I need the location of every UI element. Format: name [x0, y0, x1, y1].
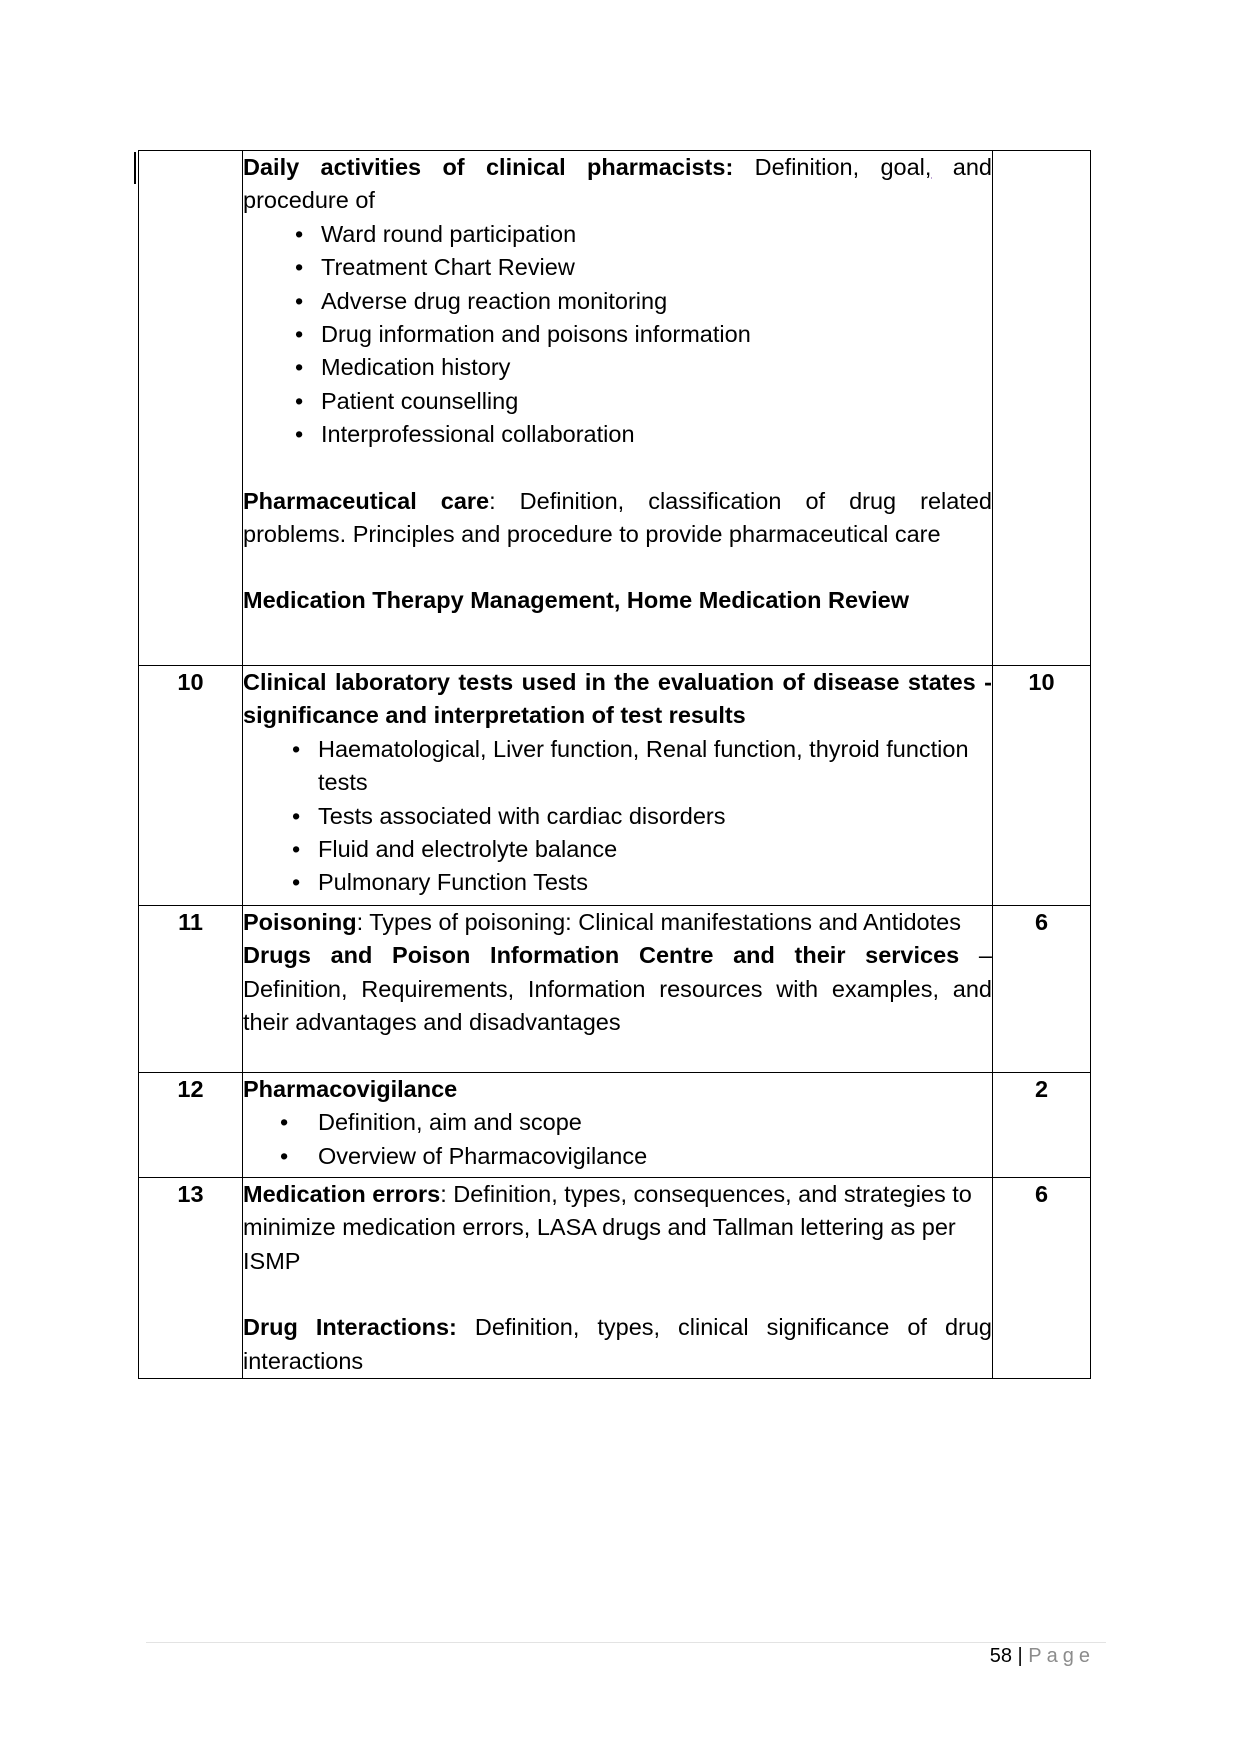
- topic-bullet-list: [243, 1106, 992, 1173]
- unit-number-cell: [139, 151, 243, 666]
- topic-cell: [243, 666, 993, 906]
- topic-cell: [243, 1073, 993, 1178]
- list-item: • Patient counselling: [321, 385, 992, 418]
- topic-heading: Drugs and Poison Information Centre and their services: [243, 942, 960, 969]
- topic-heading: Medication errors: [243, 1181, 441, 1207]
- unit-number-cell: 10: [139, 666, 243, 906]
- list-item: • Adverse drug reaction monitoring: [321, 285, 992, 318]
- table-row: [139, 1178, 1091, 1379]
- hours-cell: 6: [993, 1178, 1091, 1379]
- topic-heading: Poisoning: [243, 909, 357, 935]
- list-item: • Overview of Pharmacovigilance: [318, 1140, 992, 1173]
- topic-paragraph: Poisoning: Types of poisoning: Clinical manifestations and Antidotes: [243, 909, 961, 935]
- hours-cell: [993, 151, 1091, 666]
- footer-separator: |: [1011, 1645, 1029, 1667]
- topic-heading: Clinical laboratory tests used in the evaluation of disease states - significance and interpretation of test results: [243, 669, 992, 729]
- page-label: Page: [1028, 1645, 1095, 1667]
- topic-cell: [243, 906, 993, 1073]
- list-item: • Pulmonary Function Tests: [318, 866, 992, 899]
- unit-number-cell: 12: [139, 1073, 243, 1178]
- topic-heading: Medication Therapy Management, Home Medication Review: [243, 587, 909, 614]
- list-item: • Interprofessional collaboration: [321, 418, 992, 451]
- hours-cell: 10: [993, 666, 1091, 906]
- table-row: [139, 666, 1091, 906]
- topic-cell: [243, 151, 993, 666]
- list-item: • Ward round participation: [321, 218, 992, 251]
- table-row: [139, 906, 1091, 1073]
- topic-paragraph: Drug Interactions: Definition, types, clinical significance of drug interactions: [243, 1314, 992, 1374]
- list-item: • Medication history: [321, 351, 992, 384]
- topic-heading: Drug Interactions:: [243, 1314, 457, 1341]
- page-number: 58: [989, 1645, 1012, 1667]
- tracked-change-mark: ,: [924, 154, 932, 180]
- unit-number-cell: 13: [139, 1178, 243, 1379]
- syllabus-table: [138, 150, 1091, 1379]
- page-footer: [990, 1645, 1095, 1668]
- topic-bullet-list: [243, 733, 992, 900]
- list-item: • Definition, aim and scope: [318, 1106, 992, 1139]
- footer-divider: [146, 1642, 1106, 1643]
- table-row: [139, 1073, 1091, 1178]
- list-item: • Tests associated with cardiac disorders: [318, 800, 992, 833]
- list-item: • Fluid and electrolyte balance: [318, 833, 992, 866]
- topic-paragraph: Drugs and Poison Information Centre and their services – Definition, Requirements, Information resources with examples, and their advantages and disadvantages: [243, 942, 992, 1036]
- topic-paragraph: Daily activities of clinical pharmacists: Definition, goal, and procedure of: [243, 154, 992, 214]
- list-item: • Haematological, Liver function, Renal function, thyroid function tests: [318, 733, 992, 800]
- topic-heading: Pharmaceutical care: [243, 487, 490, 514]
- topic-paragraph: Pharmaceutical care: Definition, classification of drug related problems. Principles and procedure to provide pharmaceutical care: [243, 487, 992, 548]
- hours-cell: 2: [993, 1073, 1091, 1178]
- topic-paragraph: Medication errors: Definition, types, consequences, and strategies to minimize medication errors, LASA drugs and Tallman lettering as per ISMP: [243, 1181, 972, 1274]
- list-item: • Treatment Chart Review: [321, 251, 992, 284]
- list-item: • Drug information and poisons information: [321, 318, 992, 351]
- topic-cell: [243, 1178, 993, 1379]
- revision-change-bar: [134, 152, 136, 184]
- unit-number-cell: 11: [139, 906, 243, 1073]
- table-row: [139, 151, 1091, 666]
- hours-cell: 6: [993, 906, 1091, 1073]
- topic-heading: Daily activities of clinical pharmacists:: [243, 154, 734, 180]
- topic-bullet-list: [243, 218, 992, 452]
- topic-heading: Pharmacovigilance: [243, 1076, 458, 1102]
